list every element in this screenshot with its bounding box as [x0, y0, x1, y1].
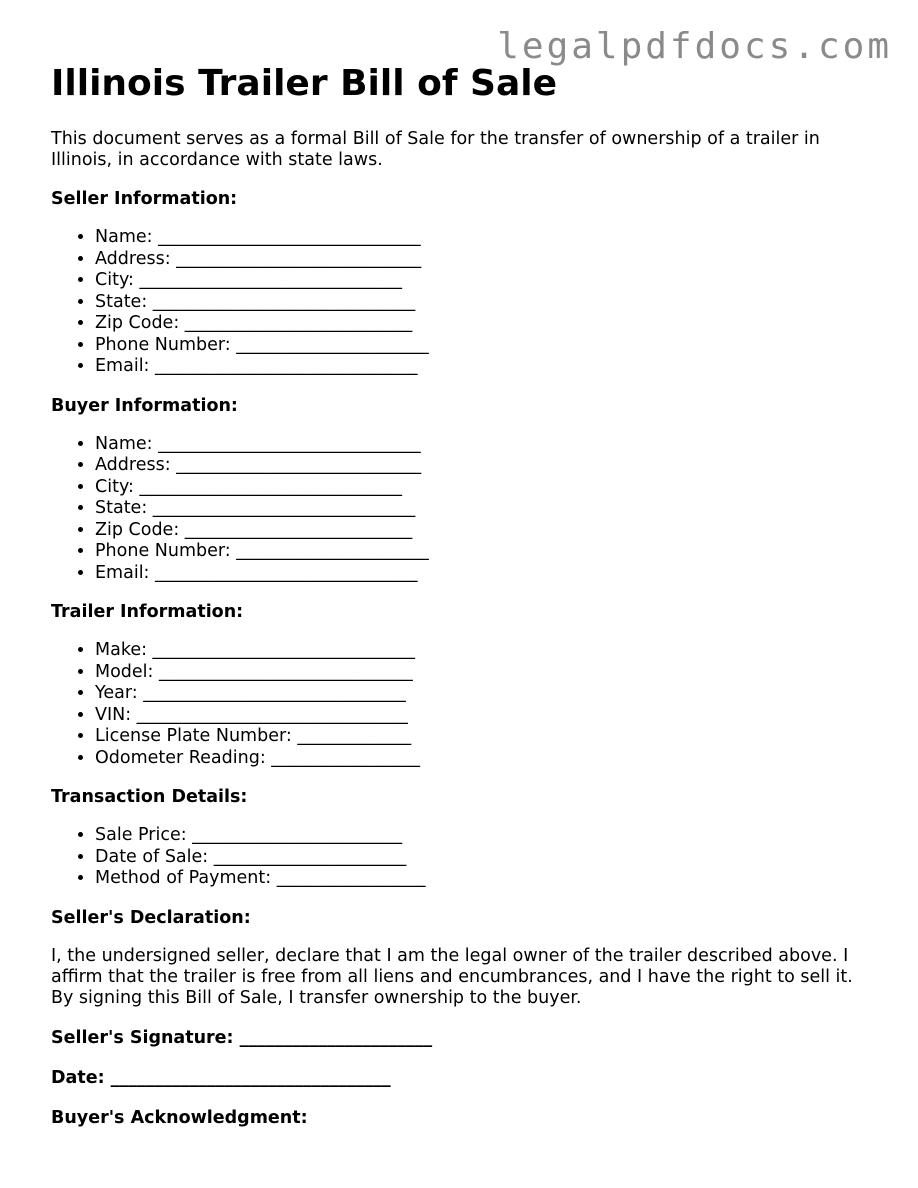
watermark: legalpdfdocs.com: [497, 26, 892, 67]
transaction-heading: Transaction Details:: [51, 787, 248, 808]
seller-email-field[interactable]: • Email: ______________________________: [95, 356, 871, 378]
buyer-zip-field[interactable]: • Zip Code: __________________________: [95, 520, 871, 542]
buyer-address-field[interactable]: • Address: ____________________________: [95, 455, 871, 477]
trailer-year-field[interactable]: • Year: ______________________________: [95, 683, 871, 705]
acknowledgment-heading: Buyer's Acknowledgment:: [51, 1107, 308, 1128]
document-page: [51, 62, 871, 1146]
buyer-heading: Buyer Information:: [51, 395, 238, 416]
seller-heading: Seller Information:: [51, 189, 238, 210]
seller-state-field[interactable]: • State: ______________________________: [95, 292, 871, 314]
seller-phone-field[interactable]: • Phone Number: ______________________: [95, 335, 871, 357]
trailer-plate-field[interactable]: • License Plate Number: _____________: [95, 726, 871, 748]
trailer-odometer-field[interactable]: • Odometer Reading: _________________: [95, 748, 871, 770]
trailer-model-field[interactable]: • Model: _____________________________: [95, 662, 871, 684]
intro-paragraph: This document serves as a formal Bill of Sale for the transfer of ownership of a trailer in Illinois, in accordance with state laws.: [51, 129, 820, 171]
transaction-fields: [51, 825, 871, 890]
sale-price-field[interactable]: • Sale Price: ________________________: [95, 825, 871, 847]
trailer-heading: Trailer Information:: [51, 602, 244, 623]
seller-fields: [51, 227, 871, 378]
buyer-email-field[interactable]: • Email: ______________________________: [95, 563, 871, 585]
buyer-state-field[interactable]: • State: ______________________________: [95, 498, 871, 520]
seller-zip-field[interactable]: • Zip Code: __________________________: [95, 313, 871, 335]
payment-method-field[interactable]: • Method of Payment: _________________: [95, 868, 871, 890]
seller-address-field[interactable]: • Address: ____________________________: [95, 249, 871, 271]
trailer-make-field[interactable]: • Make: ______________________________: [95, 640, 871, 662]
buyer-name-field[interactable]: • Name: ______________________________: [95, 434, 871, 456]
trailer-vin-field[interactable]: • VIN: _______________________________: [95, 705, 871, 727]
declaration-text: I, the undersigned seller, declare that I am the legal owner of the trailer described above. I affirm that the trailer is free from all liens and encumbrances, and I have the right to sell it. By signing this Bill of Sale, I transfer ownership to the buyer.: [51, 945, 853, 1008]
seller-name-field[interactable]: • Name: ______________________________: [95, 227, 871, 249]
seller-city-field[interactable]: • City: ______________________________: [95, 270, 871, 292]
buyer-fields: [51, 434, 871, 585]
seller-signature-field[interactable]: Seller's Signature: ______________________: [51, 1027, 433, 1048]
page-title: Illinois Trailer Bill of Sale: [51, 63, 558, 104]
trailer-fields: [51, 640, 871, 769]
declaration-heading: Seller's Declaration:: [51, 907, 251, 928]
sale-date-field[interactable]: • Date of Sale: ______________________: [95, 847, 871, 869]
buyer-phone-field[interactable]: • Phone Number: ______________________: [95, 541, 871, 563]
buyer-city-field[interactable]: • City: ______________________________: [95, 477, 871, 499]
date-field[interactable]: Date: ________________________________: [51, 1067, 391, 1088]
